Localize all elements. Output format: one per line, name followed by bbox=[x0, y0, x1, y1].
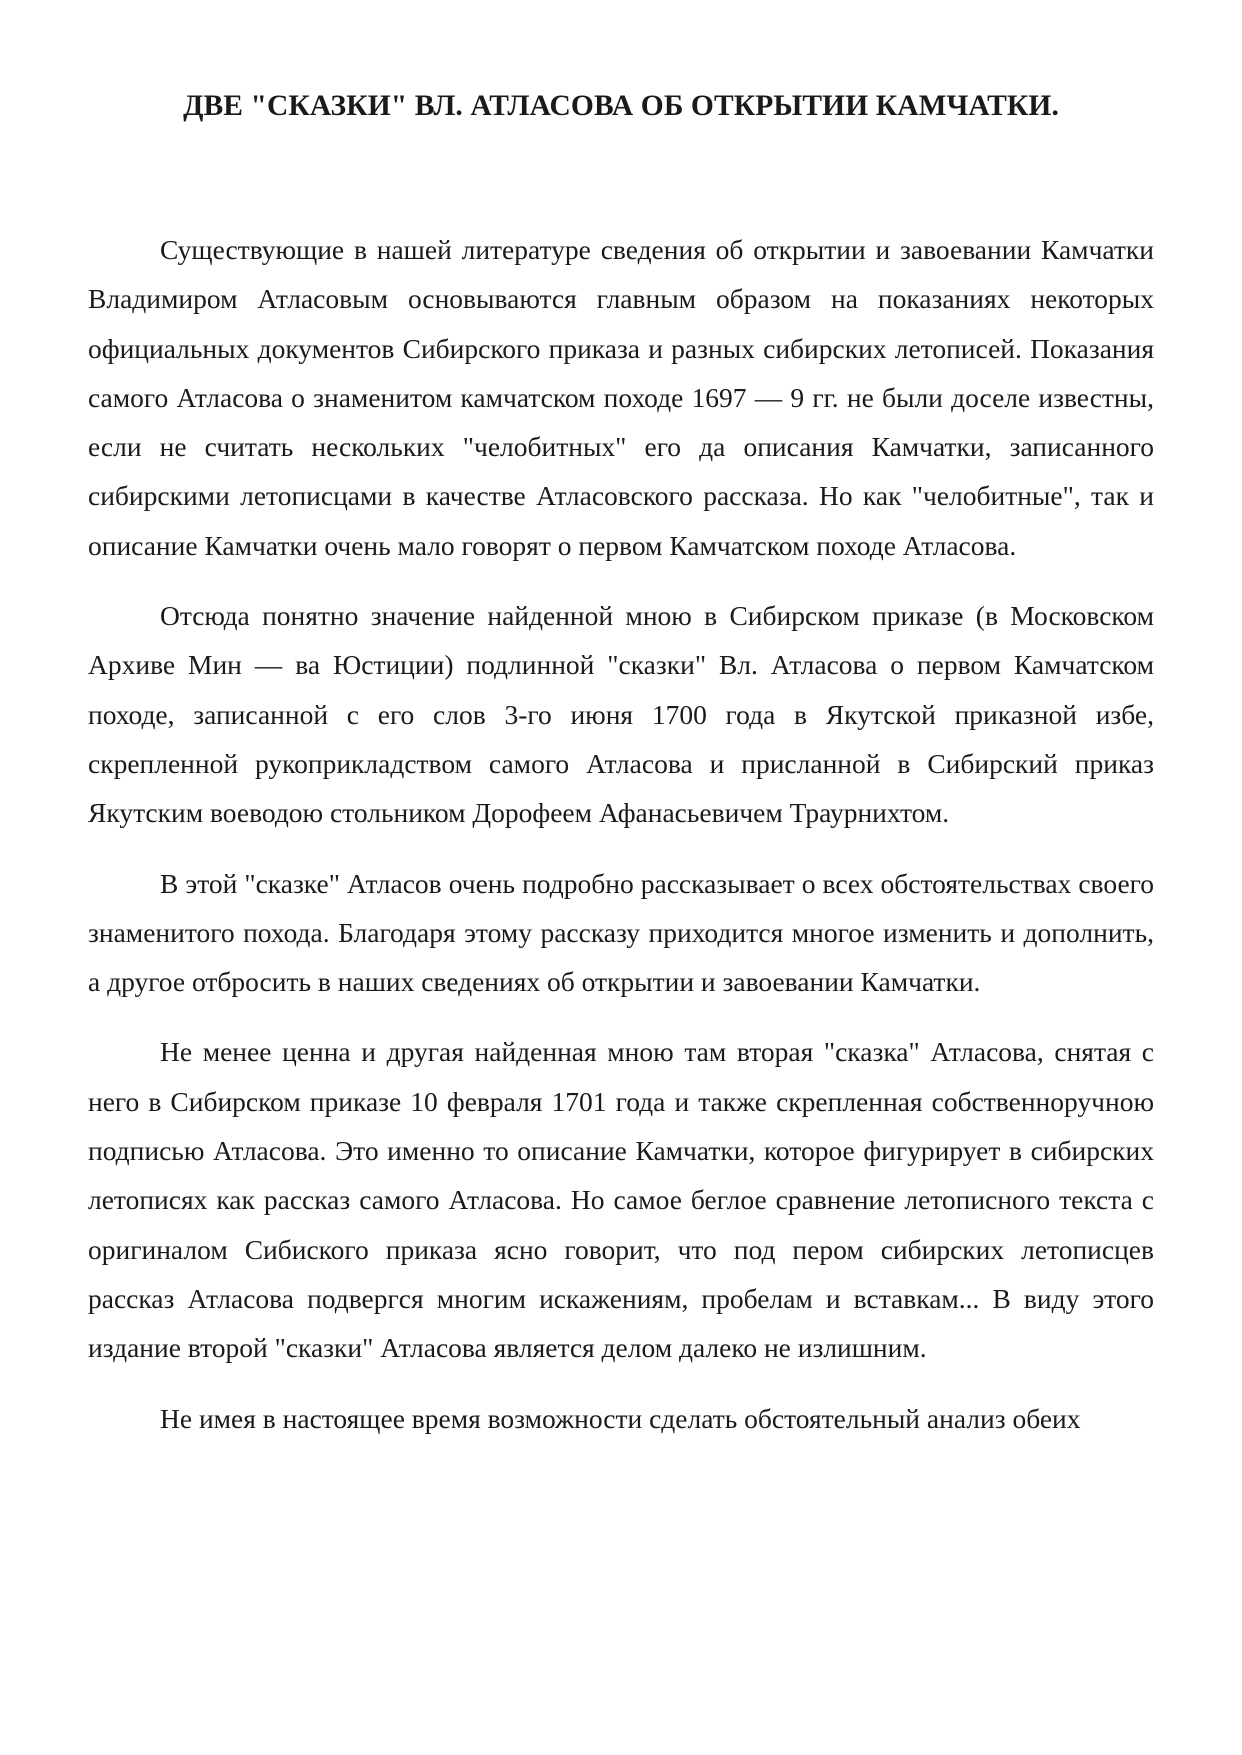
paragraph-1: Существующие в нашей литературе сведения об открытии и завоевании Камчатки Владимиром Атласовым основываются главным образом на показаниях некоторых официальных документов Сибирского приказа и разных сибирских летописей. Показания самого Атласова о знаменитом камчатском походе 1697 — 9 гг. не были доселе известны, если не считать нескольких "челобитных" его да описания Камчатки, записанного сибирскими летописцами в качестве Атласовского рассказа. Но как "челобитные", так и описание Камчатки очень мало говорят о первом Камчатском походе Атласова. bbox=[88, 234, 1154, 561]
paragraph-5: Не имея в настоящее время возможности сделать обстоятельный анализ обеих bbox=[160, 1402, 1081, 1434]
paragraph-2: Отсюда понятно значение найденной мною в Сибирском приказе (в Московском Архиве Мин — ва Юстиции) подлинной "сказки" Вл. Атласова о первом Камчатском походе, записанной с его слов 3-го июня 1700 года в Якутской приказной избе, скрепленной рукоприкладством самого Атласова и присланной в Сибирский приказ Якутским воеводою стольником Дорофеем Афанасьевичем Траурнихтом. bbox=[88, 600, 1154, 829]
paragraph-4: Не менее ценна и другая найденная мною там вторая "сказка" Атласова, снятая с него в Сибирском приказе 10 февраля 1701 года и также скрепленная собственноручною подписью Атласова. Это именно то описание Камчатки, которое фигурирует в сибирских летописях как рассказ самого Атласова. Но самое беглое сравнение летописного текста с оригиналом Сибиского приказа ясно говорит, что под пером сибирских летописцев рассказ Атласова подвергся многим искажениям, пробелам и вставкам... В виду этого издание второй "сказки" Атласова является делом далеко не излишним. bbox=[88, 1036, 1154, 1364]
document-body bbox=[88, 225, 1154, 1443]
paragraph-3: В этой "сказке" Атласов очень подробно рассказывает о всех обстоятельствах своего знаменитого похода. Благодаря этому рассказу приходится многое изменить и дополнить, а другое отбросить в наших сведениях об открытии и завоевании Камчатки. bbox=[88, 867, 1154, 998]
document-title: ДВЕ "СКАЗКИ" ВЛ. АТЛАСОВА ОБ ОТКРЫТИИ КАМЧАТКИ. bbox=[183, 90, 1059, 122]
